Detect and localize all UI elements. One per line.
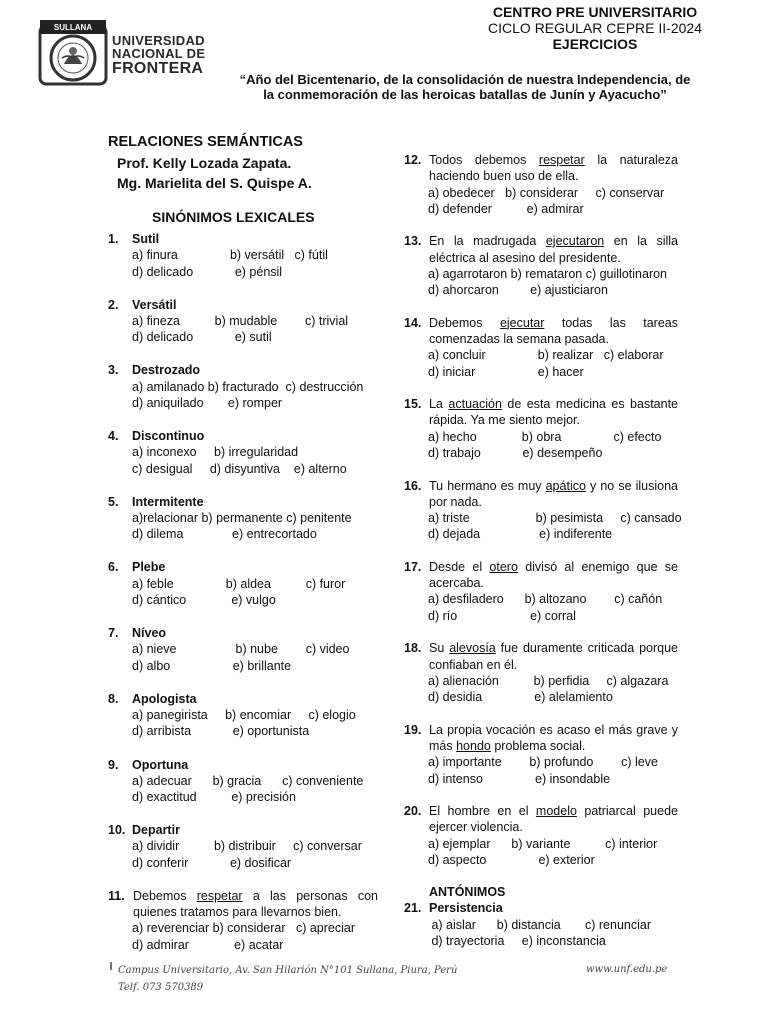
options-line-1: a) fineza b) mudable c) trivial: [132, 313, 349, 328]
options-line-2: d) intenso e) insondable: [428, 771, 611, 786]
options-line-1: a) adecuar b) gracia c) conveniente: [132, 773, 364, 788]
question-19: [404, 722, 678, 787]
options-line-1: a) reverenciar b) considerar c) apreciar: [132, 921, 355, 936]
seal-text: SULLANA: [53, 23, 93, 32]
options-line-1: a) triste b) pesimista c) cansado: [428, 511, 682, 526]
question-word: Intermitente: [132, 494, 204, 509]
question-text: de esta medicina es bastante rápida. Ya me siento mejor.: [429, 397, 678, 428]
options-line-2: d) desidia e) alelamiento: [428, 690, 613, 705]
question-11: [108, 888, 378, 953]
question-9: [108, 757, 378, 806]
question-number: 6.: [108, 560, 119, 575]
options-line-1: a) importante b) profundo c) leve: [428, 755, 658, 770]
question-13: [404, 233, 678, 298]
options-line-1: a) panegirista b) encomiar c) elogio: [132, 708, 356, 723]
question-18: [404, 640, 678, 705]
question-text: Debemos: [133, 888, 197, 903]
university-seal-icon: [38, 18, 108, 88]
center-title-line2: CICLO REGULAR CEPRE II-2024: [488, 20, 702, 36]
options-line-2: d) cántico e) vulgo: [132, 593, 276, 608]
synonym-list-left: [108, 231, 378, 871]
options-line-2: d) defender e) admirar: [428, 201, 584, 216]
question-3: [108, 362, 378, 411]
question-number: 13.: [404, 234, 422, 249]
footer-phone: Telf. 073 570389: [118, 982, 204, 993]
options-line-2: d) albo e) brillante: [132, 658, 292, 673]
question-12: [404, 152, 678, 217]
question-text: divisó al enemigo que se acercaba.: [429, 559, 678, 591]
options-line-2: d) río e) corral: [428, 608, 576, 623]
options-line-1: a)relacionar b) permanente c) penitente: [132, 511, 352, 526]
options-line-2: d) conferir e) dosificar: [132, 855, 292, 870]
question-text: todas las tareas comenzadas la semana pasada.: [429, 315, 678, 347]
question-number: 8.: [108, 691, 119, 706]
section-antonyms-heading: ANTÓNIMOS: [429, 885, 506, 900]
underlined-word: modelo: [535, 804, 577, 818]
question-8: [108, 691, 378, 740]
question-text: La propia vocación es acaso el más grave y más: [429, 722, 678, 753]
question-5: [108, 494, 378, 543]
options-line-2: d) delicado e) sutil: [132, 330, 272, 345]
options-line-2: d) aspecto e) exterior: [428, 852, 595, 867]
question-1: [108, 231, 378, 280]
question-word: Discontinuo: [132, 429, 205, 444]
underlined-word: ejecutar: [499, 315, 545, 330]
underlined-word: respetar: [538, 153, 585, 167]
options-line-1: a) hecho b) obra c) efecto: [428, 429, 662, 444]
question-10: [108, 822, 378, 871]
question-number: 7.: [108, 626, 119, 641]
options-line-2: d) delicado e) pénsil: [132, 264, 283, 279]
left-column: [108, 133, 378, 970]
center-title-line3: EJERCICIOS: [552, 36, 638, 52]
question-text: problema social.: [490, 738, 586, 753]
quote-line2: la conmemoración de las heroicas batallas de Junín y Ayacucho”: [263, 87, 667, 102]
question-number: 5.: [108, 494, 119, 509]
options-line-1: a) aislar b) distancia c) renunciar: [428, 917, 651, 932]
question-word: Sutil: [132, 232, 160, 246]
question-2: [108, 297, 378, 346]
question-14: [404, 315, 678, 380]
question-text: la naturaleza haciendo buen uso de ella.: [429, 153, 678, 184]
uni-name-line2: NACIONAL DE: [112, 46, 206, 61]
options-line-1: a) inconexo b) irregularidad: [132, 445, 299, 460]
options-line-1: a) alienación b) perfidia c) algazara: [428, 673, 669, 688]
options-line-1: a) dividir b) distribuir c) conversar: [132, 839, 362, 854]
uni-name-line1: UNIVERSIDAD: [112, 33, 205, 48]
question-text: fue duramente criticada porque confiaban en él.: [429, 641, 678, 672]
question-number: 9.: [108, 757, 119, 772]
footer-address-block: [118, 962, 457, 996]
question-text: En la madrugada: [429, 234, 546, 249]
question-text: Tu hermano es muy: [429, 478, 546, 493]
underlined-word: hondo: [456, 738, 491, 753]
question-text: Su: [429, 641, 450, 656]
question-number: 17.: [404, 559, 422, 574]
question-number: 20.: [404, 804, 422, 818]
options-line-2: d) dilema e) entrecortado: [132, 527, 317, 542]
question-number: 14.: [404, 315, 422, 330]
question-15: [404, 396, 678, 461]
underlined-word: otero: [489, 559, 518, 574]
footer-address: Campus Universitario, Av. San Hilarión N°101 Sullana, Piura, Perú: [118, 965, 458, 976]
question-number: 15.: [404, 397, 422, 412]
question-6: [108, 559, 378, 608]
center-title-line1: CENTRO PRE UNIVERSITARIO: [492, 4, 698, 20]
options-line-1: a) concluir b) realizar c) elaborar: [428, 348, 664, 363]
question-number: 10.: [108, 823, 126, 838]
options-line-2: d) aniquilado e) romper: [132, 395, 283, 410]
question-word: Departir: [132, 823, 180, 838]
question-text: La: [429, 397, 449, 412]
question-21: [404, 900, 678, 949]
question-word: Plebe: [132, 560, 166, 575]
underlined-word: actuación: [448, 397, 502, 412]
footer-website: www.unf.edu.pe: [586, 964, 668, 975]
options-line-1: a) nieve b) nube c) video: [132, 642, 350, 657]
question-word: Apologista: [132, 691, 197, 706]
question-17: [404, 559, 678, 624]
options-line-1: a) amilanado b) fracturado c) destrucción: [132, 379, 364, 394]
question-text: Desde el: [429, 559, 490, 574]
uni-name-line3: FRONTERA: [112, 60, 204, 77]
question-number: 12.: [404, 153, 422, 167]
footer-mark: [110, 962, 112, 970]
question-text: en la silla eléctrica al asesino del presidente.: [429, 234, 678, 265]
question-text: a las personas con quienes tratamos para llevarnos bien.: [133, 888, 378, 920]
question-16: [404, 478, 682, 543]
quote-line1: “Año del Bicentenario, de la consolidación de nuestra Independencia, de: [239, 72, 691, 87]
question-word: Versátil: [132, 297, 177, 312]
options-line-2: d) iniciar e) hacer: [428, 364, 584, 379]
question-number: 3.: [108, 363, 119, 378]
professor-2: Mg. Marielita del S. Quispe A.: [117, 175, 312, 191]
options-line-1: a) obedecer b) considerar c) conservar: [428, 185, 665, 200]
options-line-1: a) finura b) versátil c) fútil: [132, 248, 328, 263]
options-line-2: d) trabajo e) desempeño: [428, 446, 603, 461]
center-title: [480, 4, 710, 52]
options-line-2: d) admirar e) acatar: [132, 937, 284, 952]
options-line-1: a) agarrotaron b) remataron c) guillotinaron: [428, 266, 668, 281]
options-line-1: a) feble b) aldea c) furor: [132, 576, 346, 591]
underlined-word: ejecutaron: [545, 234, 605, 249]
options-line-1: a) desfiladero b) altozano c) cañón: [428, 592, 663, 607]
question-word: Persistencia: [429, 901, 503, 916]
question-number: 2.: [108, 297, 119, 312]
question-number: 18.: [404, 641, 422, 656]
question-number: 19.: [404, 722, 422, 737]
doc-title: RELACIONES SEMÁNTICAS: [108, 134, 303, 150]
section-synonyms-heading: SINÓNIMOS LEXICALES: [152, 209, 315, 225]
university-logo: [38, 18, 218, 96]
options-line-2: c) desigual d) disyuntiva e) alterno: [132, 461, 347, 476]
options-line-1: a) ejemplar b) variante c) interior: [428, 836, 658, 851]
question-word: Destrozado: [132, 363, 201, 378]
options-line-2: d) arribista e) oportunista: [132, 724, 310, 739]
question-text: El hombre en el: [429, 804, 536, 818]
options-line-2: d) exactitud e) precisión: [132, 790, 296, 805]
question-text: patriarcal puede ejercer violencia.: [429, 804, 678, 835]
question-word: Oportuna: [132, 757, 189, 772]
question-number: 16.: [404, 478, 422, 493]
options-line-2: d) dejada e) indiferente: [428, 527, 613, 542]
question-number: 4.: [108, 429, 119, 444]
synonym-list-right: [404, 152, 682, 868]
question-20: [404, 803, 678, 868]
underlined-word: respetar: [196, 888, 243, 903]
options-line-2: d) ahorcaron e) ajusticiaron: [428, 283, 608, 298]
question-number: 21.: [404, 901, 422, 916]
question-word: Níveo: [132, 626, 167, 641]
question-text: y no se ilusiona por nada.: [429, 478, 678, 509]
question-number: 1.: [108, 232, 119, 246]
question-7: [108, 625, 378, 674]
underlined-word: alevosía: [449, 641, 496, 656]
underlined-word: apático: [545, 478, 586, 493]
question-text: Debemos: [429, 315, 500, 330]
year-quote: [200, 72, 730, 102]
professor-1: Prof. Kelly Lozada Zapata.: [117, 155, 292, 171]
question-text: Todos debemos: [429, 153, 539, 167]
question-4: [108, 428, 378, 477]
question-number: 11.: [108, 888, 125, 903]
options-line-2: d) trayectoria e) inconstancia: [428, 933, 606, 948]
right-column: [404, 152, 682, 965]
